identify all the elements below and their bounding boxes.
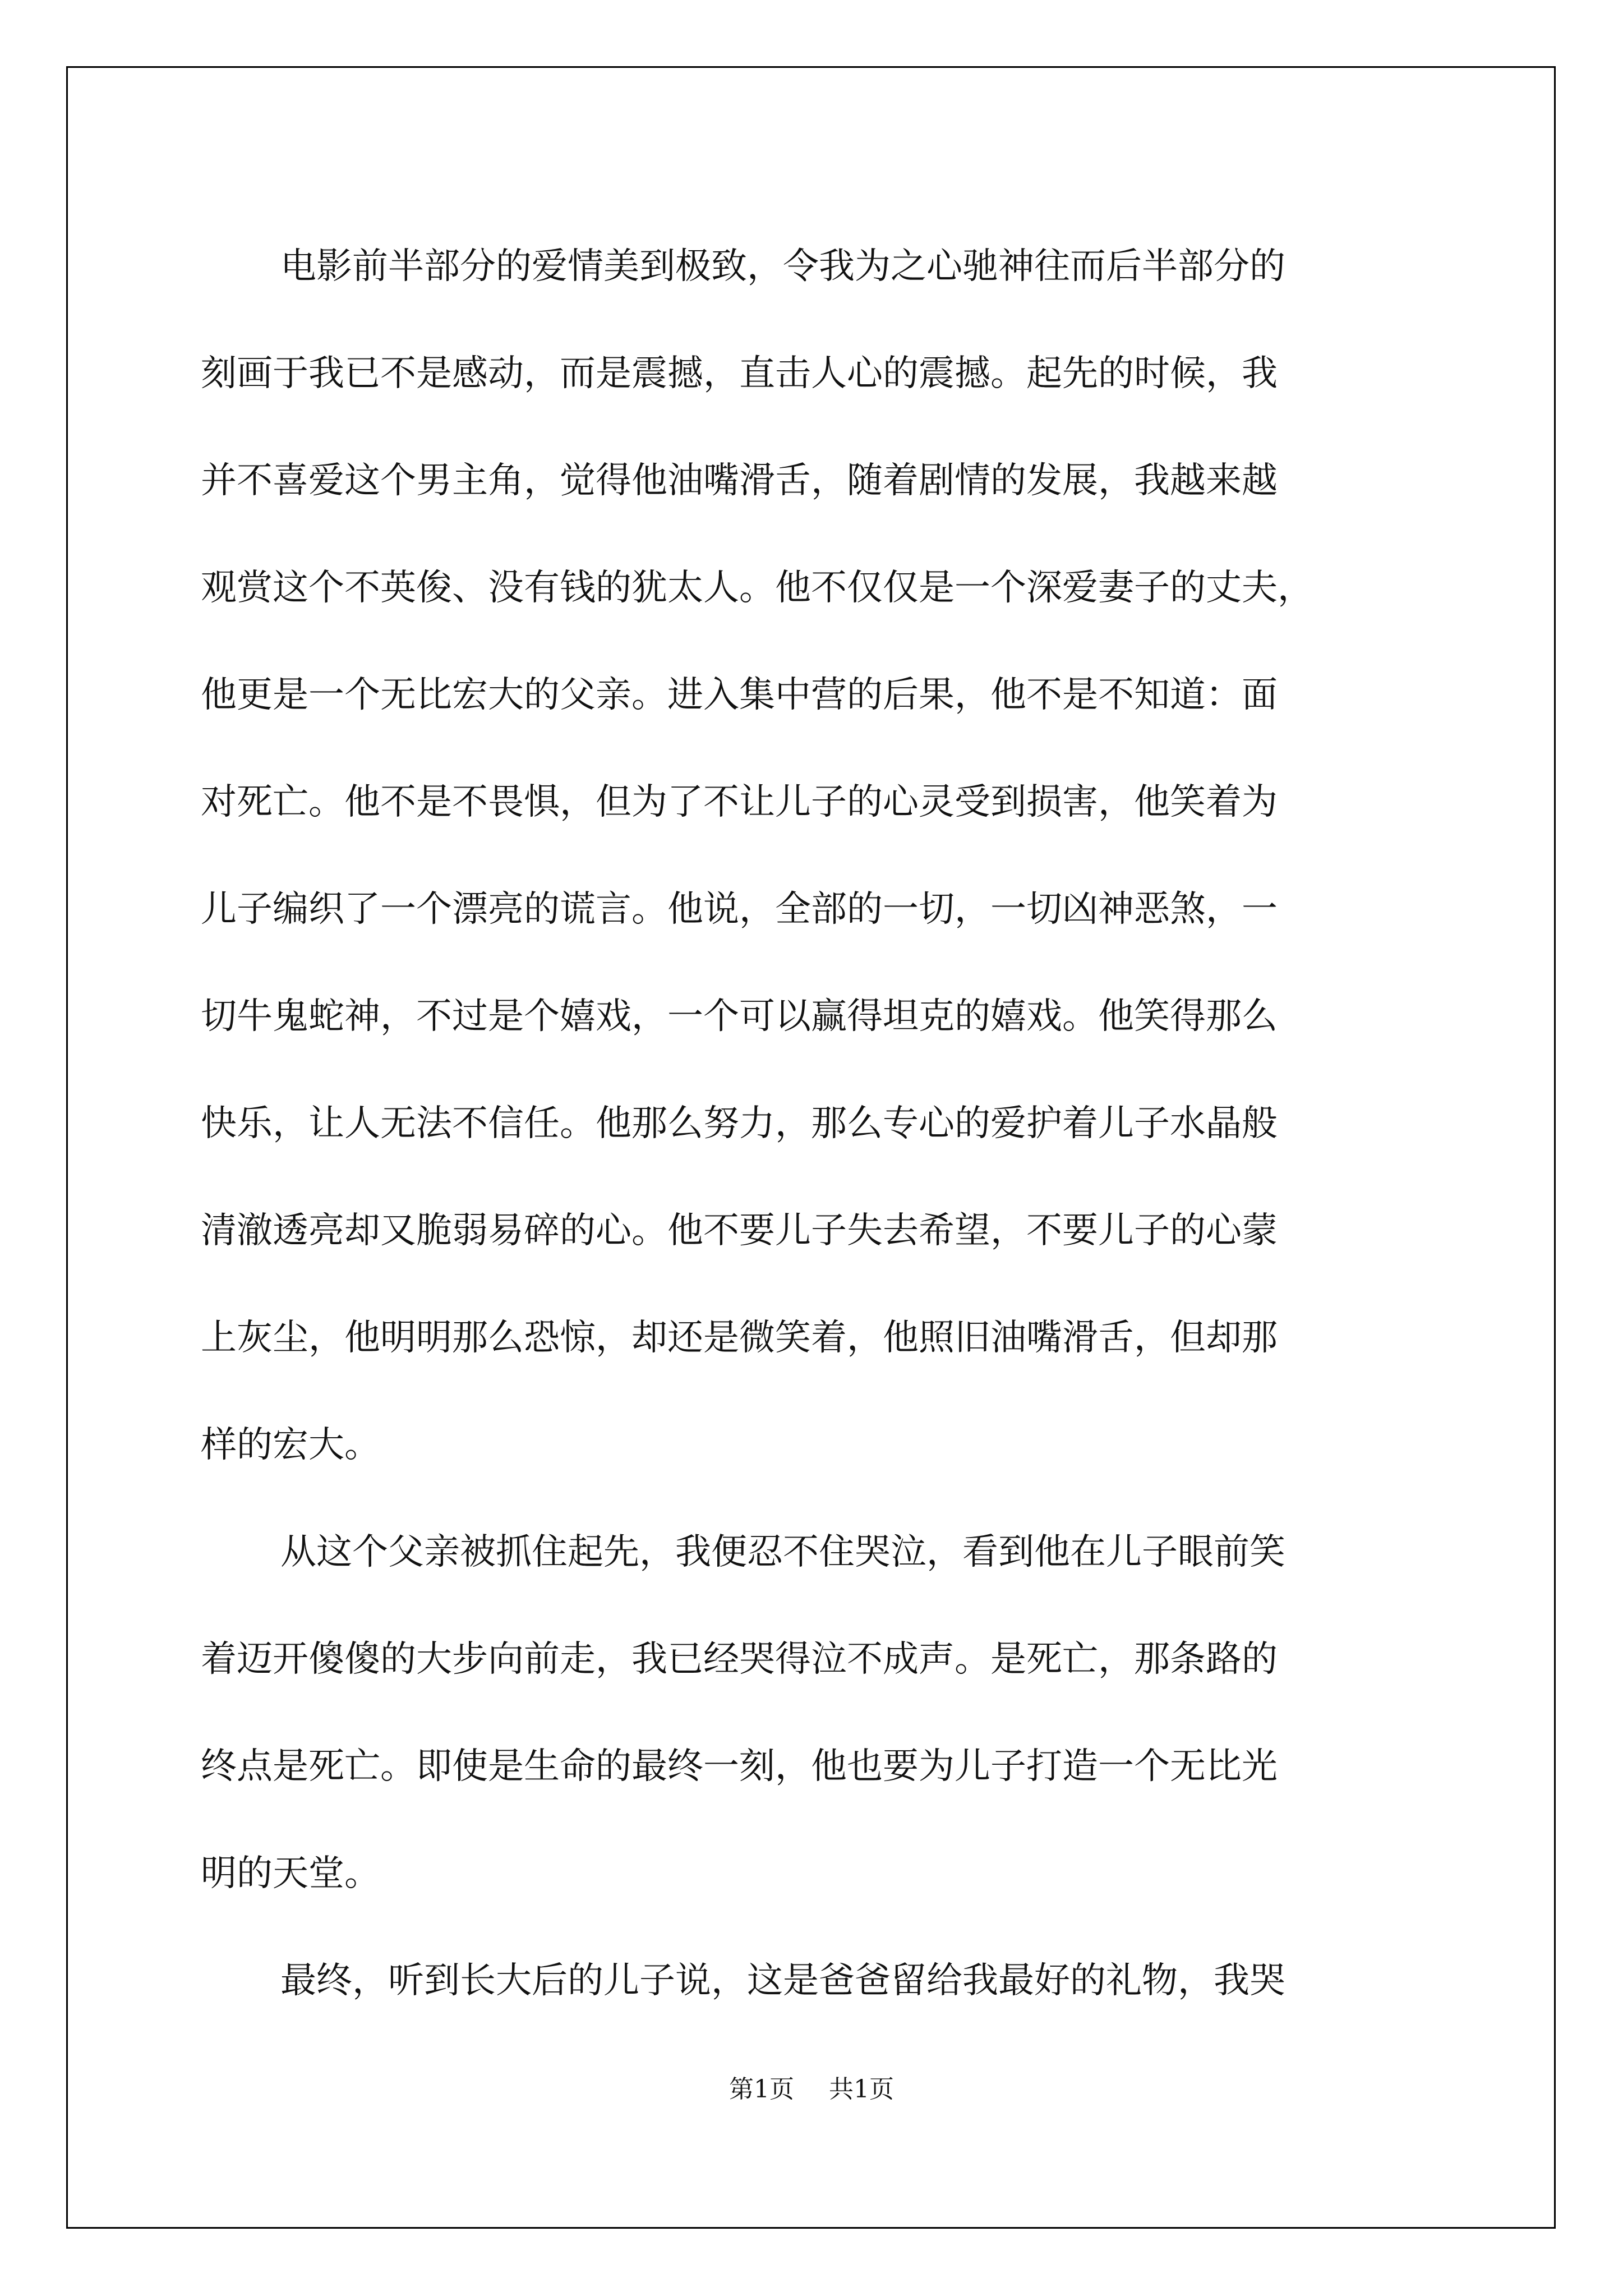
paragraph-1 [201,213,1435,1499]
text-line: 从这个父亲被抓住起先，我便忍不住哭泣，看到他在儿子眼前笑 [280,1531,1285,1573]
paragraph-3 [201,1927,1435,2035]
page-number: 第1页 [729,2075,794,2104]
page-footer [0,2073,1623,2106]
paragraph-2 [201,1499,1435,1927]
document-body [201,213,1435,2035]
text-line: 清澈透亮却又脆弱易碎的心。他不要儿子失去希望，不要儿子的心蒙 [201,1210,1278,1251]
text-line: 快乐，让人无法不信任。他那么努力，那么专心的爱护着儿子水晶般 [201,1103,1278,1144]
text-line: 最终，听到长大后的儿子说，这是爸爸留给我最好的礼物，我哭 [280,1960,1285,2001]
text-line: 终点是死亡。即使是生命的最终一刻，他也要为儿子打造一个无比光 [201,1746,1278,1787]
text-line: 样的宏大。 [201,1424,380,1466]
text-line: 他更是一个无比宏大的父亲。进入集中营的后果，他不是不知道：面 [201,674,1278,716]
page-total: 共1页 [829,2075,894,2104]
text-line: 明的天堂。 [201,1853,380,1894]
text-line: 儿子编织了一个漂亮的谎言。他说，全部的一切，一切凶神恶煞，一 [201,889,1278,930]
text-line: 观赏这个不英俊、没有钱的犹太人。他不仅仅是一个深爱妻子的丈夫， [201,567,1313,609]
text-line: 并不喜爱这个男主角，觉得他油嘴滑舌，随着剧情的发展，我越来越 [201,460,1278,501]
text-line: 电影前半部分的爱情美到极致，令我为之心驰神往而后半部分的 [280,246,1285,287]
text-line: 着迈开傻傻的大步向前走，我已经哭得泣不成声。是死亡，那条路的 [201,1639,1278,1680]
text-line: 对死亡。他不是不畏惧，但为了不让儿子的心灵受到损害，他笑着为 [201,781,1278,823]
text-line: 切牛鬼蛇神，不过是个嬉戏，一个可以赢得坦克的嬉戏。他笑得那么 [201,996,1278,1037]
text-line: 上灰尘，他明明那么恐惊，却还是微笑着，他照旧油嘴滑舌，但却那 [201,1317,1278,1359]
text-line: 刻画于我已不是感动，而是震撼，直击人心的震撼。起先的时候，我 [201,353,1278,394]
